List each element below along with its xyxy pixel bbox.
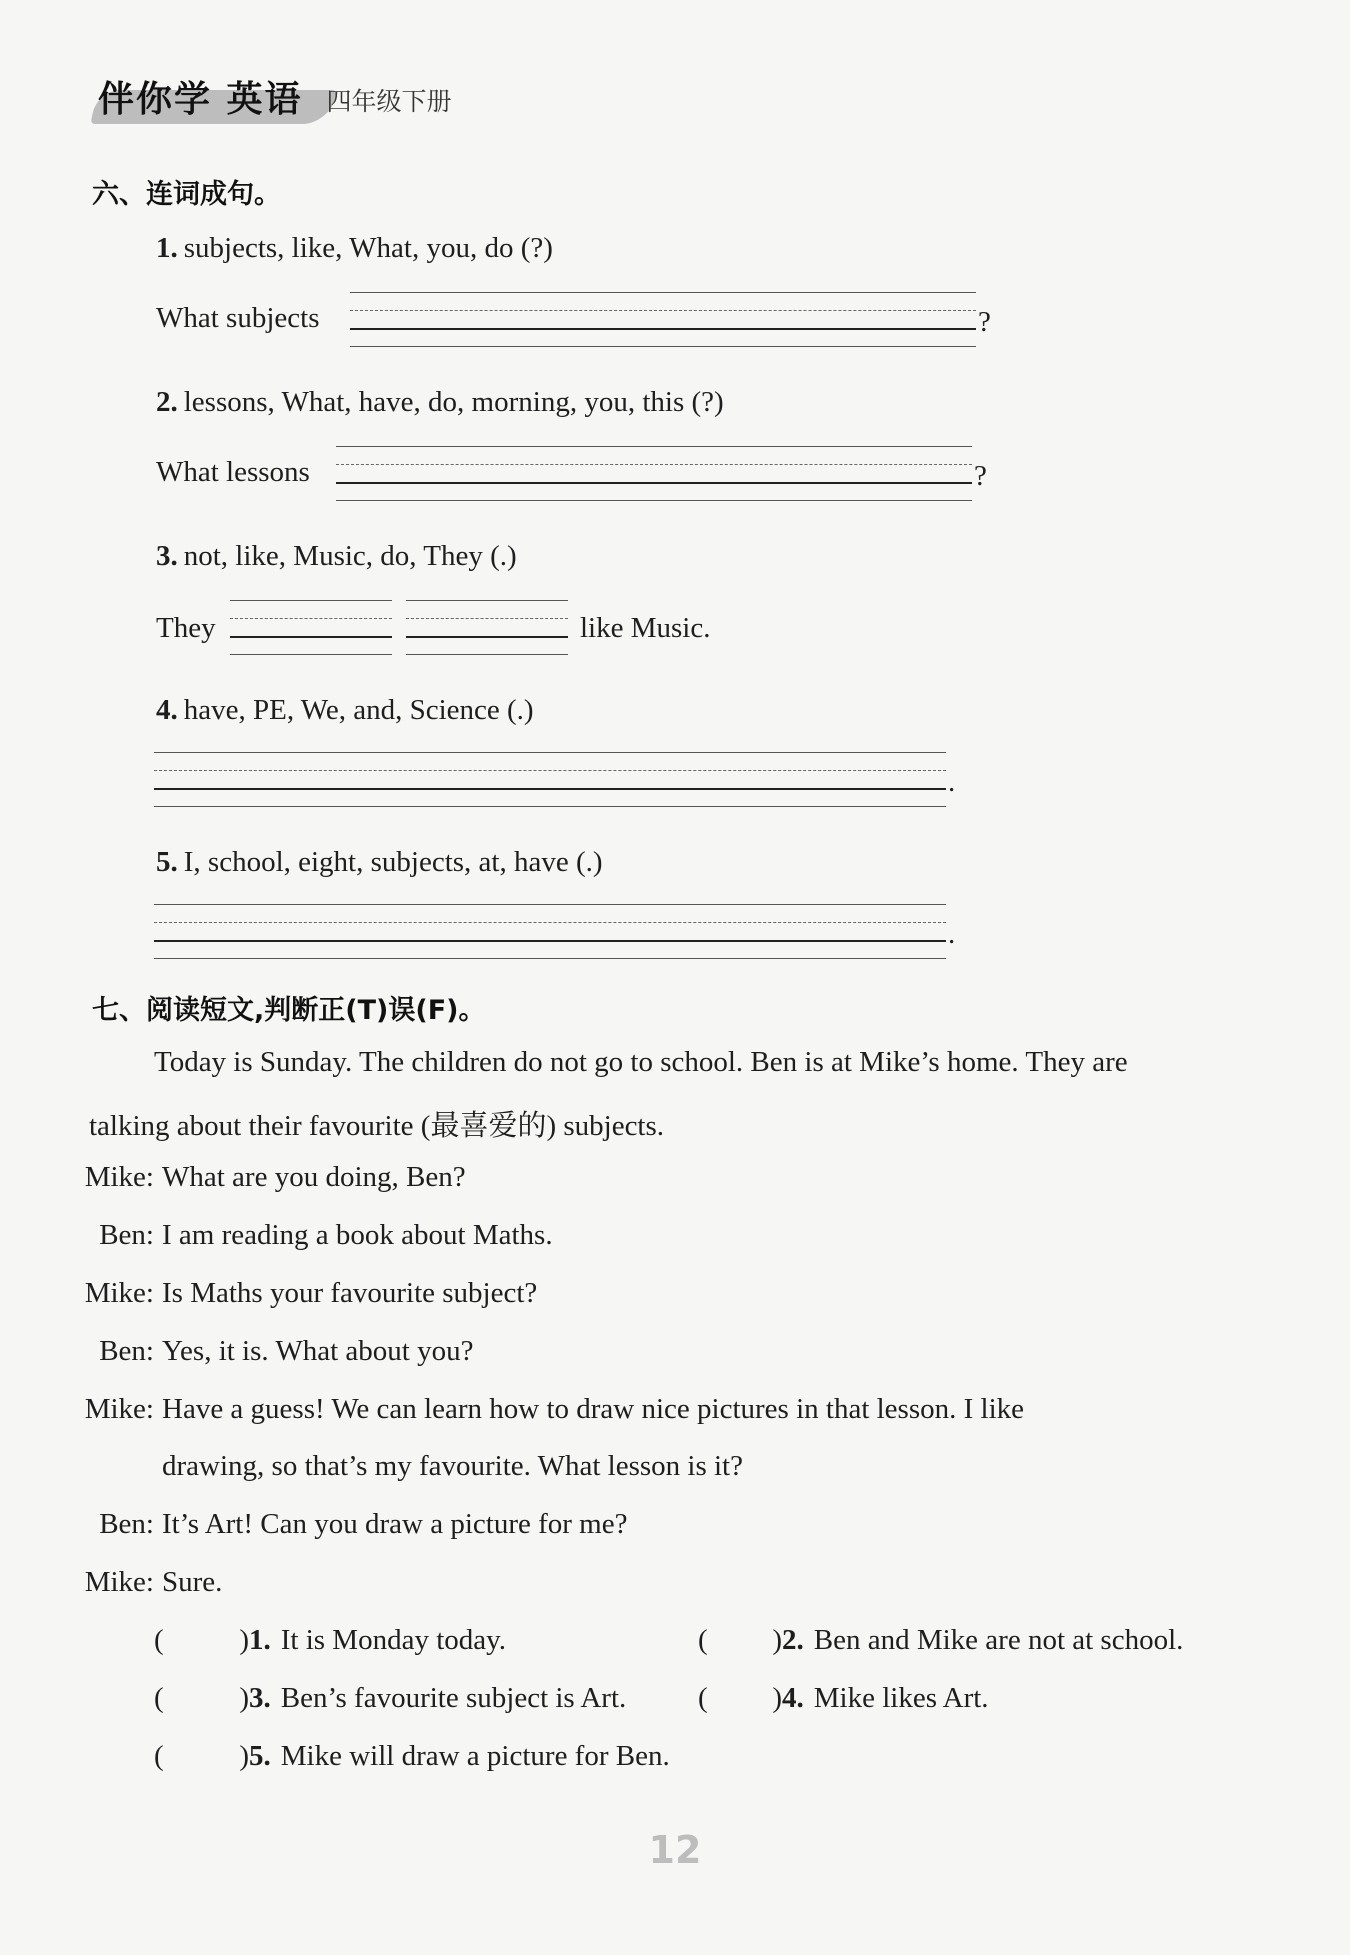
dialogue-line <box>62 1277 537 1310</box>
q1-answer-lines[interactable] <box>350 292 976 348</box>
q2-scrambled-words: lessons, What, have, do, morning, you, this (?) <box>183 386 724 418</box>
q4-words <box>156 694 534 727</box>
q5-end-mark: . <box>948 918 956 950</box>
q5-number: 5. <box>156 846 178 878</box>
q4-answer-lines[interactable] <box>154 752 946 808</box>
q2-number: 2. <box>156 386 178 418</box>
speaker: Mike: <box>84 1566 154 1598</box>
section-7-title: 七、阅读短文,判断正(T)误(F)。 <box>92 995 486 1026</box>
q4-end-mark: . <box>948 766 956 798</box>
dialogue-text: I am reading a book about Maths. <box>162 1219 553 1251</box>
q1-end-mark: ? <box>978 306 991 338</box>
section-6-title: 六、连词成句。 <box>92 179 281 210</box>
q2-answer-lines[interactable] <box>336 446 972 502</box>
dialogue-line <box>62 1161 466 1194</box>
answer-blank[interactable]: ( ) <box>154 1624 249 1656</box>
dialogue-text: Sure. <box>162 1566 223 1598</box>
q3-scrambled-words: not, like, Music, do, They (.) <box>183 540 517 572</box>
q1-number: 1. <box>156 232 178 264</box>
dialogue-text: Yes, it is. What about you? <box>162 1335 474 1367</box>
q3-start: They <box>156 612 216 644</box>
q2-start: What lessons <box>156 456 310 488</box>
book-title: 伴你学 英语 <box>98 79 303 120</box>
speaker: Ben: <box>99 1219 154 1251</box>
q1-start: What subjects <box>156 302 320 334</box>
q5-answer-lines[interactable] <box>154 904 946 960</box>
dialogue-line <box>62 1450 743 1483</box>
answer-blank[interactable]: ( ) <box>698 1682 782 1714</box>
q1-scrambled-words: subjects, like, What, you, do (?) <box>183 232 553 264</box>
q4-scrambled-words: have, PE, We, and, Science (.) <box>183 694 534 726</box>
q3-end-text: like Music. <box>580 612 711 644</box>
tf-statement-5: ( ) 5. Mike will draw a picture for Ben. <box>154 1740 670 1772</box>
dialogue-line <box>62 1219 553 1252</box>
q5-words <box>156 846 603 879</box>
dialogue-line <box>62 1393 1024 1426</box>
speaker: Ben: <box>99 1335 154 1367</box>
q5-scrambled-words: I, school, eight, subjects, at, have (.) <box>183 846 603 878</box>
speaker: Mike: <box>84 1277 154 1309</box>
answer-blank[interactable]: ( ) <box>698 1624 782 1656</box>
speaker: Ben: <box>99 1508 154 1540</box>
dialogue-line <box>62 1335 473 1368</box>
q1-words <box>156 232 553 265</box>
dialogue-line <box>62 1566 222 1599</box>
dialogue-text: drawing, so that’s my favourite. What lesson is it? <box>162 1450 743 1482</box>
q3-answer-lines-2[interactable] <box>406 600 568 656</box>
q3-number: 3. <box>156 540 178 572</box>
speaker: Mike: <box>84 1393 154 1425</box>
answer-blank[interactable]: ( ) <box>154 1682 249 1714</box>
passage-line-2: talking about their favourite (最喜爱的) subjects. <box>89 1110 665 1142</box>
dialogue-line <box>62 1508 627 1541</box>
dialogue-text: It’s Art! Can you draw a picture for me? <box>162 1508 628 1540</box>
dialogue-text: Is Maths your favourite subject? <box>162 1277 538 1309</box>
dialogue-text: What are you doing, Ben? <box>162 1161 466 1193</box>
q4-number: 4. <box>156 694 178 726</box>
speaker: Mike: <box>84 1161 154 1193</box>
grade-label: 四年级下册 <box>326 87 452 116</box>
book-header <box>98 70 452 122</box>
q3-answer-lines-1[interactable] <box>230 600 392 656</box>
q3-words <box>156 540 517 573</box>
q2-end-mark: ? <box>974 460 987 492</box>
tf-statement-3: ( ) 3. Ben’s favourite subject is Art. <box>154 1682 627 1714</box>
tf-statement-4: ( ) 4. Mike likes Art. <box>698 1682 989 1714</box>
passage-line-1: Today is Sunday. The children do not go to school. Ben is at Mike’s home. They are <box>154 1046 1128 1078</box>
tf-statement-1: ( ) 1. It is Monday today. <box>154 1624 507 1656</box>
tf-statement-2: ( ) 2. Ben and Mike are not at school. <box>698 1624 1184 1656</box>
q2-words <box>156 386 724 419</box>
answer-blank[interactable]: ( ) <box>154 1740 249 1772</box>
dialogue-text: Have a guess! We can learn how to draw nice pictures in that lesson. I like <box>162 1393 1025 1425</box>
page-number: 12 <box>648 1828 702 1872</box>
